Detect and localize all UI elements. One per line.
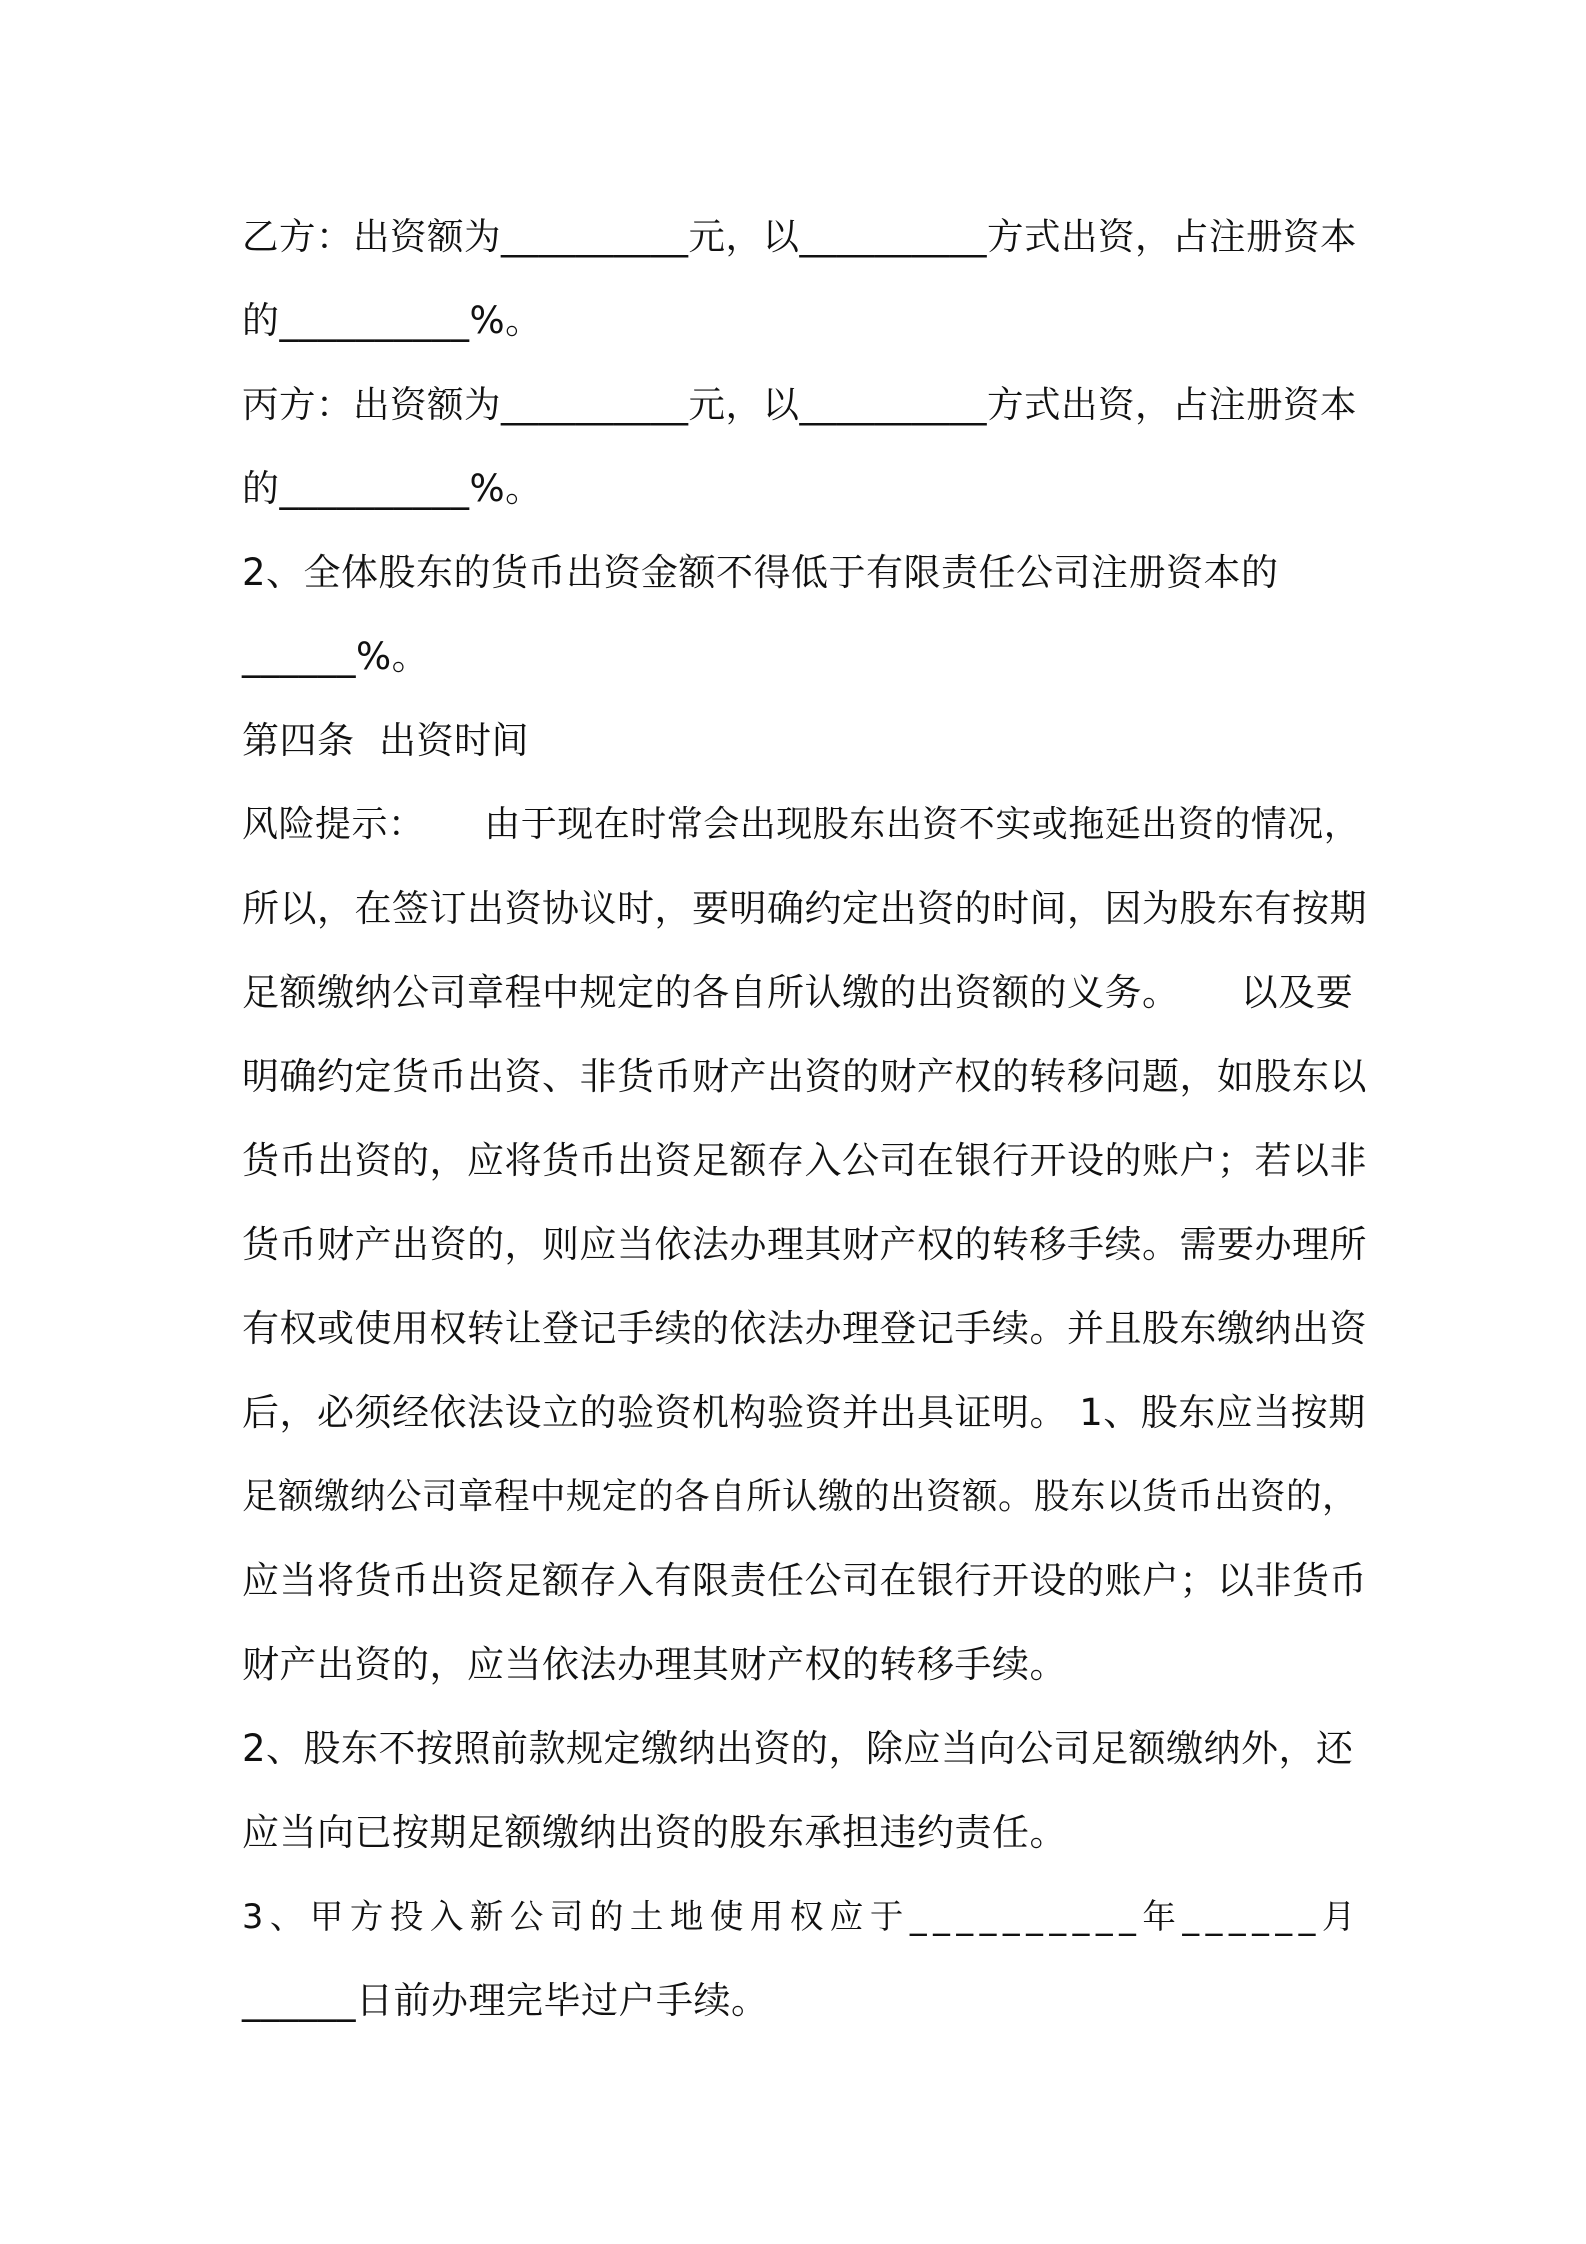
risk-notice-line-2: 所以，在签订出资协议时，要明确约定出资的时间，因为股东有按期 — [242, 887, 1367, 930]
risk-notice-line-1: 风险提示： 由于现在时常会出现股东出资不实或拖延出资的情况， — [242, 804, 1361, 845]
clause-2-line-1: 2、全体股东的货币出资金额不得低于有限责任公司注册资本的 — [242, 551, 1279, 594]
article-4-clause-3-line-2: ______日前办理完毕过户手续。 — [242, 1979, 769, 2022]
risk-notice-line-11: 财产出资的，应当依法办理其财产权的转移手续。 — [242, 1643, 1067, 1686]
risk-notice-line-9: 足额缴纳公司章程中规定的各自所认缴的出资额。股东以货币出资的， — [242, 1476, 1359, 1517]
clause-2-line-2: ______%。 — [242, 635, 430, 678]
risk-notice-line-8: 后，必须经依法设立的验资机构验资并出具证明。 1、股东应当按期 — [242, 1391, 1366, 1434]
article-4-clause-2-line-1: 2、股东不按照前款规定缴纳出资的，除应当向公司足额缴纳外，还 — [242, 1727, 1354, 1770]
risk-notice-line-7: 有权或使用权转让登记手续的依法办理登记手续。并且股东缴纳出资 — [242, 1307, 1367, 1350]
party-b-contribution-line-1: 乙方：出资额为__________元，以__________方式出资，占注册资本 — [242, 215, 1357, 258]
risk-notice-line-6: 货币财产出资的，则应当依法办理其财产权的转移手续。需要办理所 — [242, 1223, 1367, 1266]
article-4-clause-3-line-1: 3、甲方投入新公司的土地使用权应于__________年______月 — [242, 1897, 1362, 1936]
party-c-contribution-line-1: 丙方：出资额为__________元，以__________方式出资，占注册资本 — [242, 383, 1357, 426]
party-b-contribution-line-2: 的__________%。 — [242, 299, 543, 342]
risk-notice-line-3: 足额缴纳公司章程中规定的各自所认缴的出资额的义务。 以及要 — [242, 971, 1354, 1014]
risk-notice-line-5: 货币出资的，应将货币出资足额存入公司在银行开设的账户；若以非 — [242, 1139, 1367, 1182]
article-4-clause-2-line-2: 应当向已按期足额缴纳出资的股东承担违约责任。 — [242, 1811, 1067, 1854]
document-body — [242, 195, 1367, 2043]
party-c-contribution-line-2: 的__________%。 — [242, 467, 543, 510]
risk-notice-line-4: 明确约定货币出资、非货币财产出资的财产权的转移问题，如股东以 — [242, 1055, 1367, 1098]
risk-notice-line-10: 应当将货币出资足额存入有限责任公司在银行开设的账户；以非货币 — [242, 1559, 1367, 1602]
article-4-heading: 第四条 出资时间 — [242, 719, 530, 762]
